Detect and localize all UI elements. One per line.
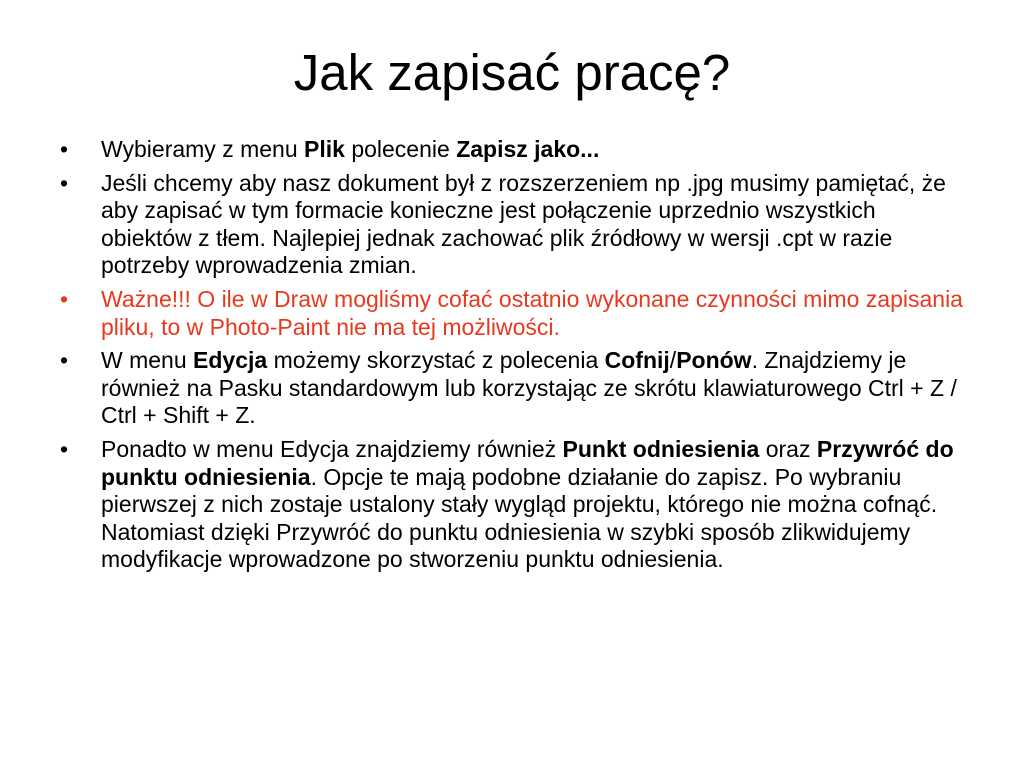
- bullet-item: [60, 347, 970, 430]
- bullet-text: [101, 136, 599, 162]
- text-segment: możemy skorzystać z polecenia: [267, 347, 605, 374]
- bullet-marker: •: [60, 347, 69, 374]
- text-segment: /: [669, 347, 677, 374]
- bullet-text: [101, 436, 954, 572]
- bold-text-segment: Plik: [304, 136, 345, 162]
- bullet-item: [60, 286, 970, 341]
- bullet-marker: •: [60, 435, 69, 462]
- bullet-marker: •: [60, 285, 69, 312]
- bold-text-segment: Punkt odniesienia: [562, 435, 760, 462]
- bold-text-segment: Przywróć do punktu odniesienia: [101, 435, 954, 490]
- text-segment: polecenie: [344, 136, 457, 162]
- bullet-text: [101, 347, 957, 428]
- bullet-text: [101, 286, 963, 340]
- text-segment: Ponadto w menu Edycja znajdziemy również: [101, 435, 563, 462]
- text-segment: Jeśli chcemy aby nasz dokument był z rozszerzeniem np .jpg musimy pamiętać, że aby zapisać w tym formacie konieczne jest połączenie uprzednio wszystkich obiektów z tłem. Najlepiej jednak zachować plik źródłowy w wersji .cpt w razie potrzeby wprowadzenia zmian.: [101, 169, 946, 279]
- text-segment: Ważne!!! O ile w Draw mogliśmy cofać ostatnio wykonane czynności mimo zapisania pliku, to w Photo-Paint nie ma tej możliwości.: [101, 285, 963, 340]
- bullet-item: [60, 170, 970, 280]
- text-segment: oraz: [759, 435, 817, 462]
- bold-text-segment: Ponów: [676, 347, 752, 374]
- bullet-marker: •: [60, 136, 69, 162]
- bold-text-segment: Edycja: [193, 347, 268, 374]
- bullet-item: [60, 136, 970, 164]
- bullet-list: [60, 136, 970, 580]
- text-segment: . Znajdziemy je również na Pasku standardowym lub korzystając ze skrótu klawiaturowego Ctrl + Z / Ctrl + Shift + Z.: [101, 347, 957, 429]
- bullet-item: [60, 436, 970, 574]
- slide-title: Jak zapisać pracę?: [293, 44, 731, 101]
- text-segment: Wybieramy z menu: [101, 136, 305, 162]
- bullet-text: [101, 170, 946, 279]
- text-segment: . Opcje te mają podobne działanie do zapisz. Po wybraniu pierwszej z nich zostaje ustalony stały wygląd projektu, którego nie można cofnąć. Natomiast dzięki Przywróć do punktu odniesienia w szybki sposób zlikwidujemy modyfikacje wprowadzone po stworzeniu punktu odniesienia.: [101, 463, 938, 573]
- bold-text-segment: Cofnij: [604, 347, 670, 374]
- bullet-marker: •: [60, 169, 69, 196]
- text-segment: W menu: [101, 347, 194, 374]
- bold-text-segment: Zapisz jako...: [456, 136, 600, 162]
